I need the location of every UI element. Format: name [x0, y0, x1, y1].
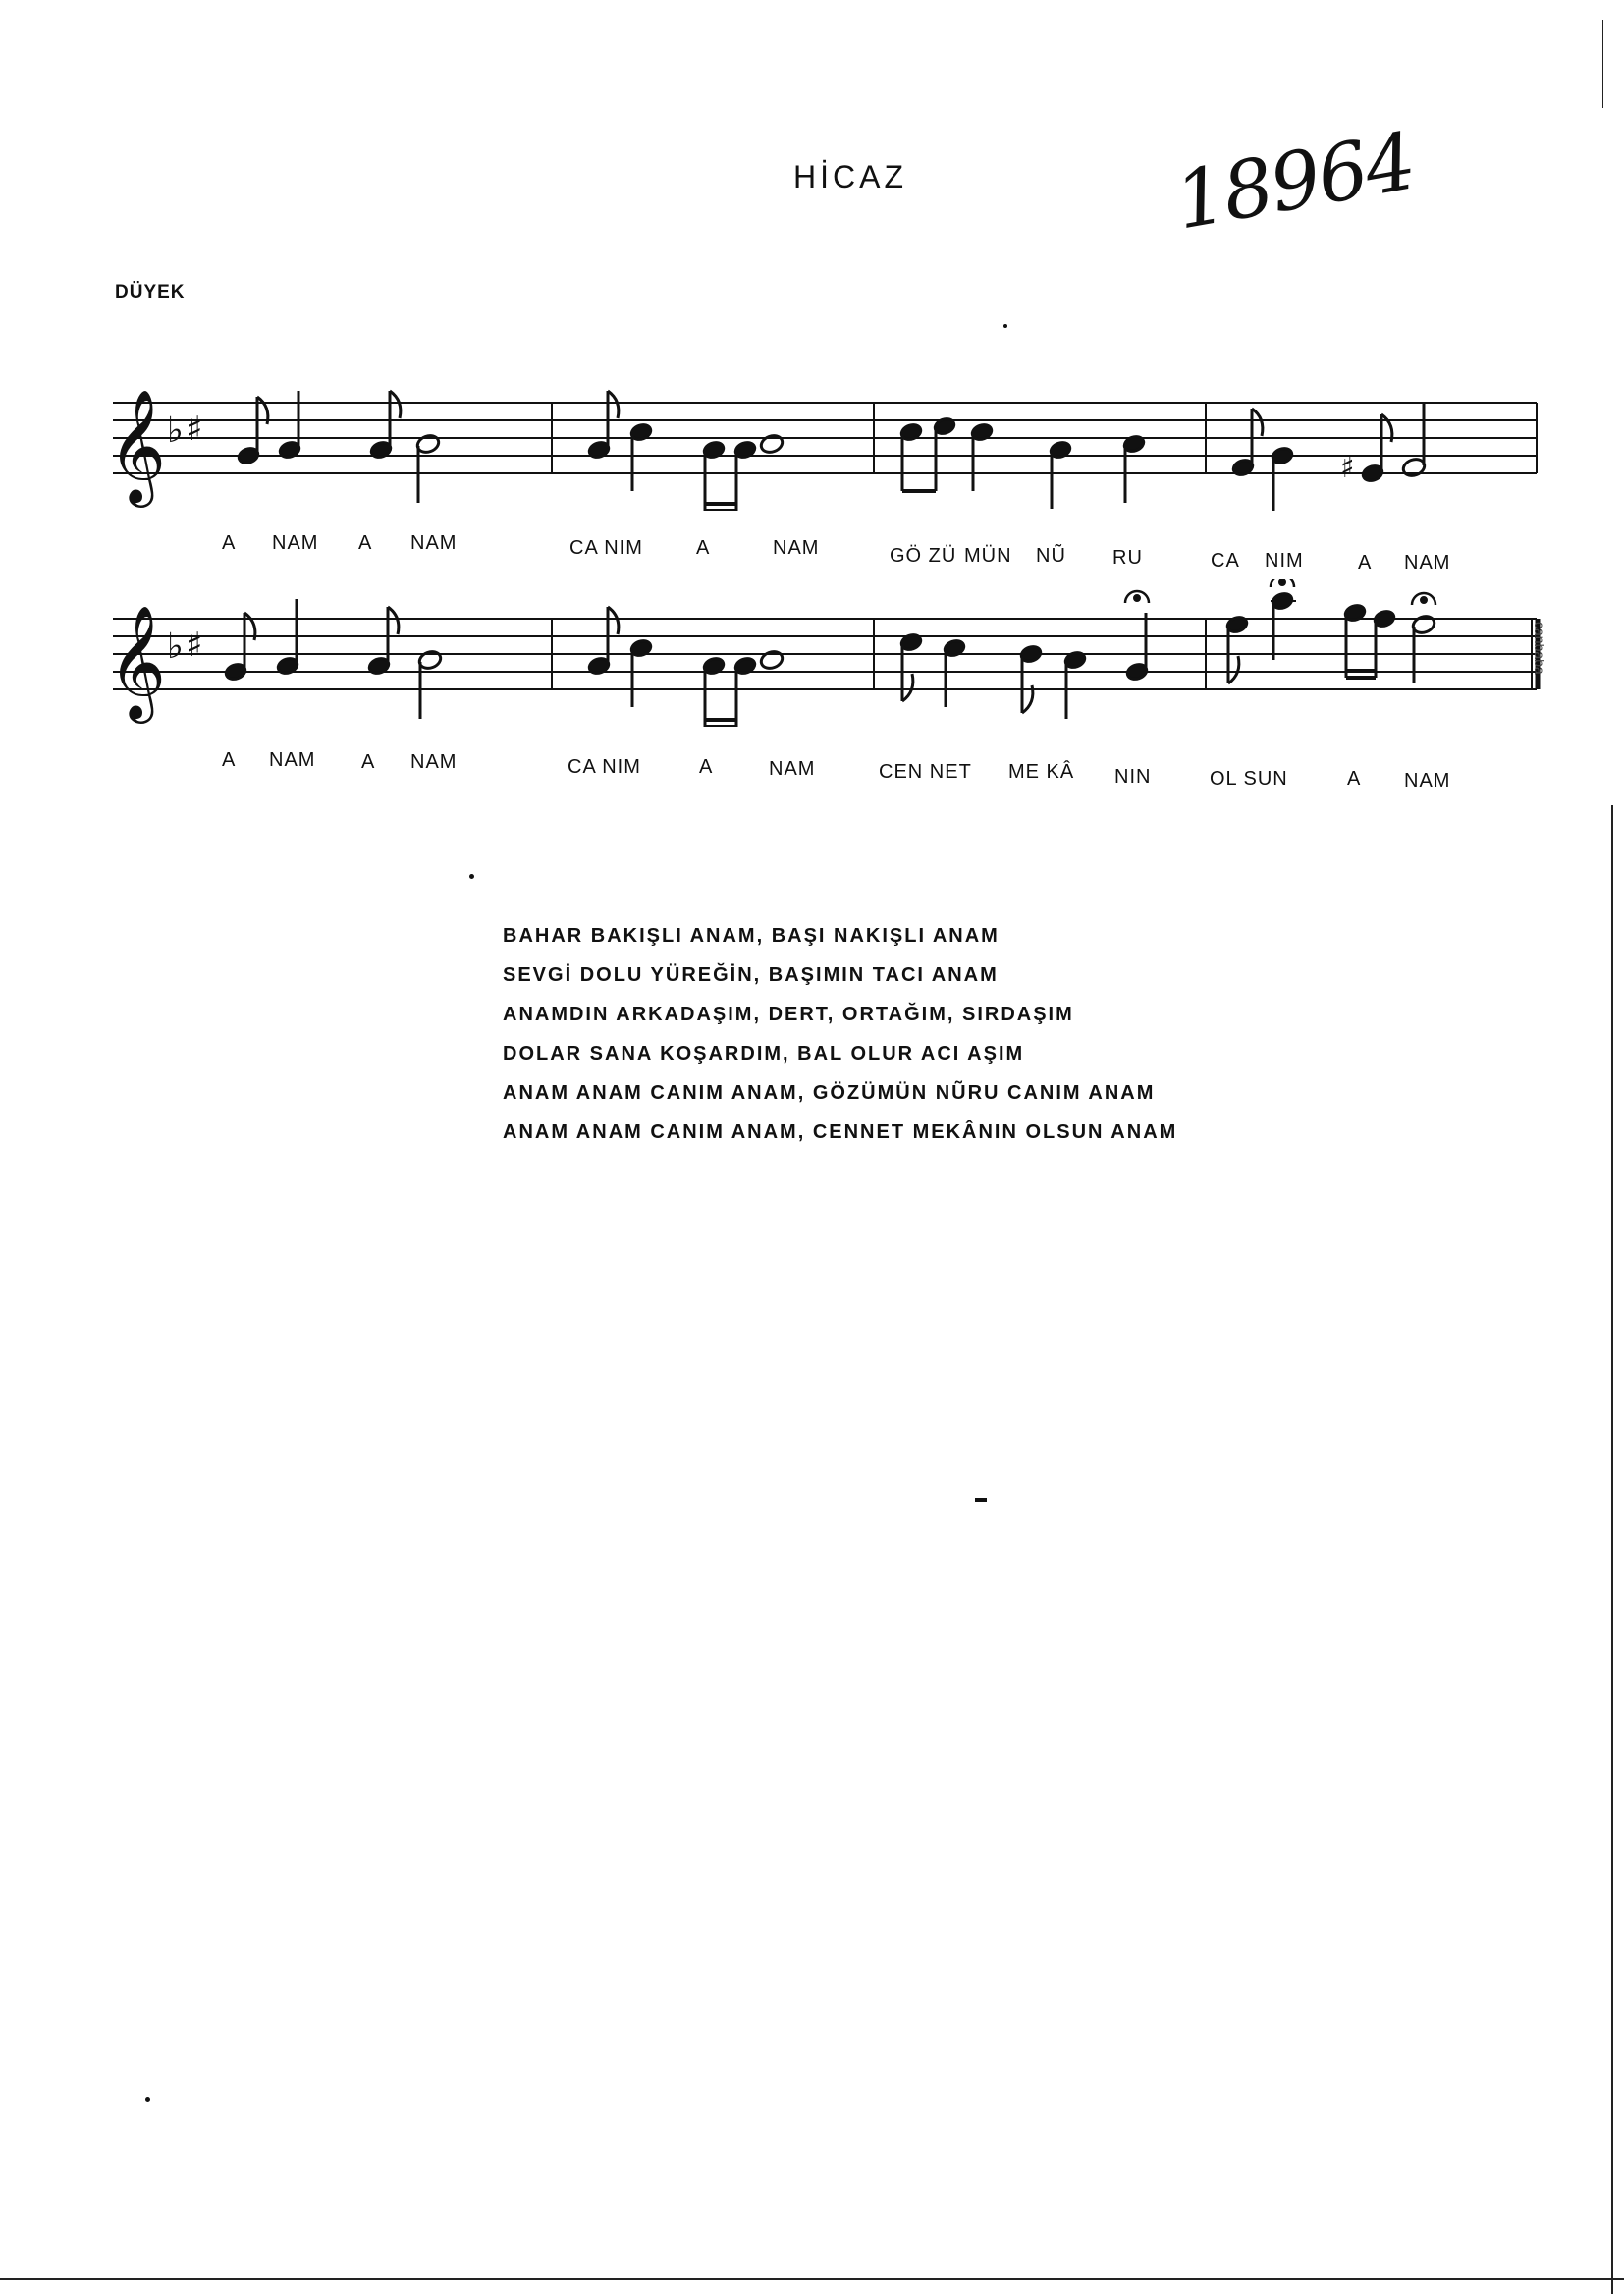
- flat-sign-icon: ♭: [167, 627, 184, 667]
- poem-line: ANAM ANAM CANIM ANAM, CENNET MEKÂNIN OLSUN ANAM: [503, 1121, 1178, 1143]
- lyric-syllable: A: [222, 532, 237, 554]
- lyric-syllable: NAM: [269, 749, 316, 771]
- lyric-syllable: GÖ ZÜ: [890, 545, 957, 567]
- treble-clef-icon: 𝄞: [108, 604, 167, 719]
- lyric-syllable: NAM: [769, 758, 816, 780]
- lyric-syllable: MÜN: [964, 545, 1012, 567]
- lyric-syllable: NIM: [1265, 550, 1304, 572]
- scan-speck: [145, 2097, 150, 2102]
- sharp-sign-icon: ♯: [187, 626, 203, 665]
- lyric-syllable: CA: [1211, 550, 1240, 572]
- music-staff-2: [108, 579, 1542, 727]
- lyric-syllable: A: [358, 532, 373, 554]
- catalog-number: 18964: [1168, 115, 1421, 247]
- lyric-syllable: CEN NET: [879, 761, 972, 783]
- lyric-syllable: NIN: [1114, 766, 1152, 788]
- lyric-syllable: A: [699, 756, 714, 778]
- lyric-syllable: NAM: [410, 751, 458, 773]
- scan-edge-line: [1602, 20, 1603, 108]
- treble-clef-icon: 𝄞: [108, 388, 167, 503]
- page-title: HİCAZ: [793, 159, 907, 194]
- lyric-syllable: NAM: [773, 537, 820, 559]
- lyric-syllable: A: [1358, 552, 1373, 574]
- poem-line: DOLAR SANA KOŞARDIM, BAL OLUR ACI AŞIM: [503, 1043, 1025, 1065]
- svg-text:♯: ♯: [1340, 451, 1355, 485]
- poem-line: BAHAR BAKIŞLI ANAM, BAŞI NAKIŞLI ANAM: [503, 925, 1000, 947]
- lyric-syllable: ME KÂ: [1008, 761, 1075, 783]
- lyric-syllable: RU: [1112, 547, 1143, 569]
- flat-sign-icon: ♭: [167, 410, 184, 451]
- lyric-syllable: A: [1347, 768, 1362, 790]
- lyric-syllable: OL SUN: [1210, 768, 1288, 790]
- lyric-syllable: A: [222, 749, 237, 771]
- scan-edge-line: [1611, 805, 1613, 2294]
- scan-speck: [469, 874, 474, 879]
- rhythm-label: DÜYEK: [115, 282, 186, 302]
- lyric-syllable: NAM: [410, 532, 458, 554]
- music-staff-1: [108, 363, 1542, 511]
- poem-line: ANAMDIN ARKADAŞIM, DERT, ORTAĞIM, SIRDAŞIM: [503, 1004, 1074, 1025]
- margin-label: canbaba: [1532, 622, 1547, 675]
- lyric-syllable: CA NIM: [568, 756, 641, 778]
- poem-line: ANAM ANAM CANIM ANAM, GÖZÜMÜN NŨRU CANIM ANAM: [503, 1082, 1156, 1104]
- lyric-syllable: NŨ: [1036, 545, 1066, 567]
- lyric-syllable: NAM: [1404, 770, 1451, 792]
- lyric-syllable: NAM: [1404, 552, 1451, 574]
- sharp-sign-icon: ♯: [187, 410, 203, 449]
- scan-speck: [975, 1498, 987, 1502]
- lyric-syllable: A: [696, 537, 711, 559]
- lyric-syllable: A: [361, 751, 376, 773]
- scan-bottom-edge: [0, 2278, 1624, 2280]
- lyric-syllable: CA NIM: [569, 537, 643, 559]
- lyric-syllable: NAM: [272, 532, 319, 554]
- scan-speck: [1003, 324, 1007, 328]
- poem-line: SEVGİ DOLU YÜREĞİN, BAŞIMIN TACI ANAM: [503, 964, 999, 986]
